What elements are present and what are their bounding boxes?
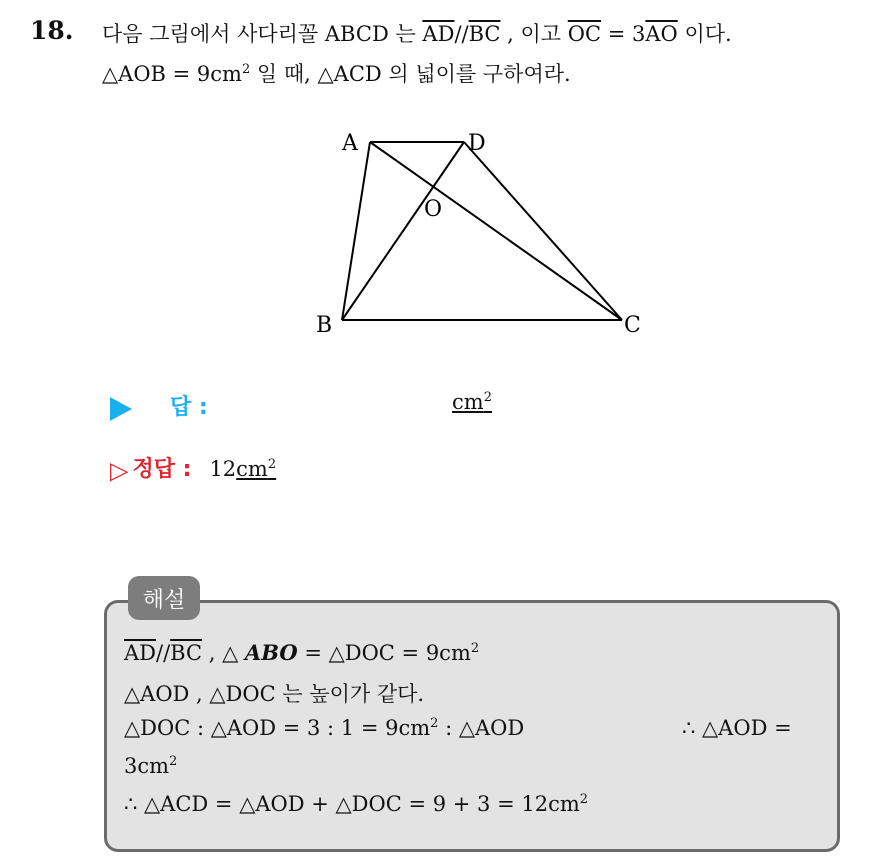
question-line-2 [102, 58, 571, 88]
point-label-c: C [624, 313, 641, 338]
point-label-d: D [468, 131, 486, 156]
parallel-symbol: // [156, 641, 171, 665]
diagonal-bd [342, 142, 464, 320]
outline-triangle-icon: ▷ [110, 456, 129, 485]
explanation-line-2: △AOD , △DOC 는 높이가 같다. [124, 682, 425, 706]
exponent: 2 [267, 457, 277, 472]
trapezoid-lines [342, 142, 622, 320]
exponent: 2 [470, 641, 480, 656]
question-number: 18. [30, 16, 74, 45]
unit-text: cm [236, 457, 268, 481]
segment-oc: $\overline{OC}$ [567, 22, 602, 46]
segment-ad: $\overline{AD}$ [124, 641, 157, 665]
answer-unit [452, 390, 492, 414]
exponent: 2 [430, 716, 439, 731]
segment-bc: $\overline{BC}$ [468, 22, 501, 46]
exponent: 2 [483, 390, 492, 405]
explanation-line-3-conclusion: ∴ △AOD = [682, 716, 792, 740]
exponent: 2 [241, 62, 251, 77]
explanation-line-3 [124, 716, 524, 740]
question-line-1 [102, 18, 732, 48]
correct-answer-label: 정답 : [132, 457, 192, 482]
point-label-o: O [424, 197, 443, 222]
explanation-text: : △AOD [438, 716, 525, 740]
explanation-line-4 [124, 754, 177, 778]
explanation-line-1 [124, 640, 479, 665]
explanation-line-5 [124, 792, 588, 816]
correct-answer-value: 12 [209, 457, 237, 481]
trapezoid-figure [300, 118, 660, 348]
correct-answer-row [110, 452, 276, 485]
answer-label: 답 : [170, 395, 208, 420]
play-triangle-icon [110, 397, 132, 421]
exponent: 2 [169, 754, 178, 769]
question-text: 이다. [677, 22, 732, 46]
correct-answer-unit [236, 457, 276, 481]
explanation-text: ∴ △ACD = △AOD + △DOC = 9 + 3 = 12cm [124, 792, 580, 816]
segment-ao: $\overline{AO}$ [645, 22, 678, 46]
side-dc [464, 142, 622, 320]
point-label-b: B [316, 313, 333, 338]
question-text: , 이고 [500, 22, 568, 46]
exponent: 2 [579, 792, 589, 807]
answer-row [110, 390, 492, 421]
explanation-text: = △DOC = 9cm [297, 641, 471, 665]
explanation-text: △DOC : △AOD = 3 : 1 = 9cm [124, 716, 431, 740]
parallel-symbol: // [454, 22, 469, 46]
explanation-text: 3cm [124, 754, 170, 778]
question-text: = 3 [601, 22, 646, 46]
question-text: △AOB = 9cm [102, 62, 242, 86]
triangle-abo: ABO [244, 640, 298, 665]
question-text: 다음 그림에서 사다리꼴 ABCD 는 [102, 22, 423, 46]
diagonal-ac [370, 142, 622, 320]
segment-ad: $\overline{AD}$ [422, 22, 455, 46]
point-label-a: A [342, 131, 358, 156]
explanation-text: , △ [202, 641, 245, 665]
explanation-tab: 해설 [128, 576, 200, 620]
question-text: 일 때, △ACD 의 넓이를 구하여라. [250, 62, 571, 86]
side-ab [342, 142, 370, 320]
segment-bc: $\overline{BC}$ [170, 641, 203, 665]
unit-text: cm [452, 390, 484, 414]
